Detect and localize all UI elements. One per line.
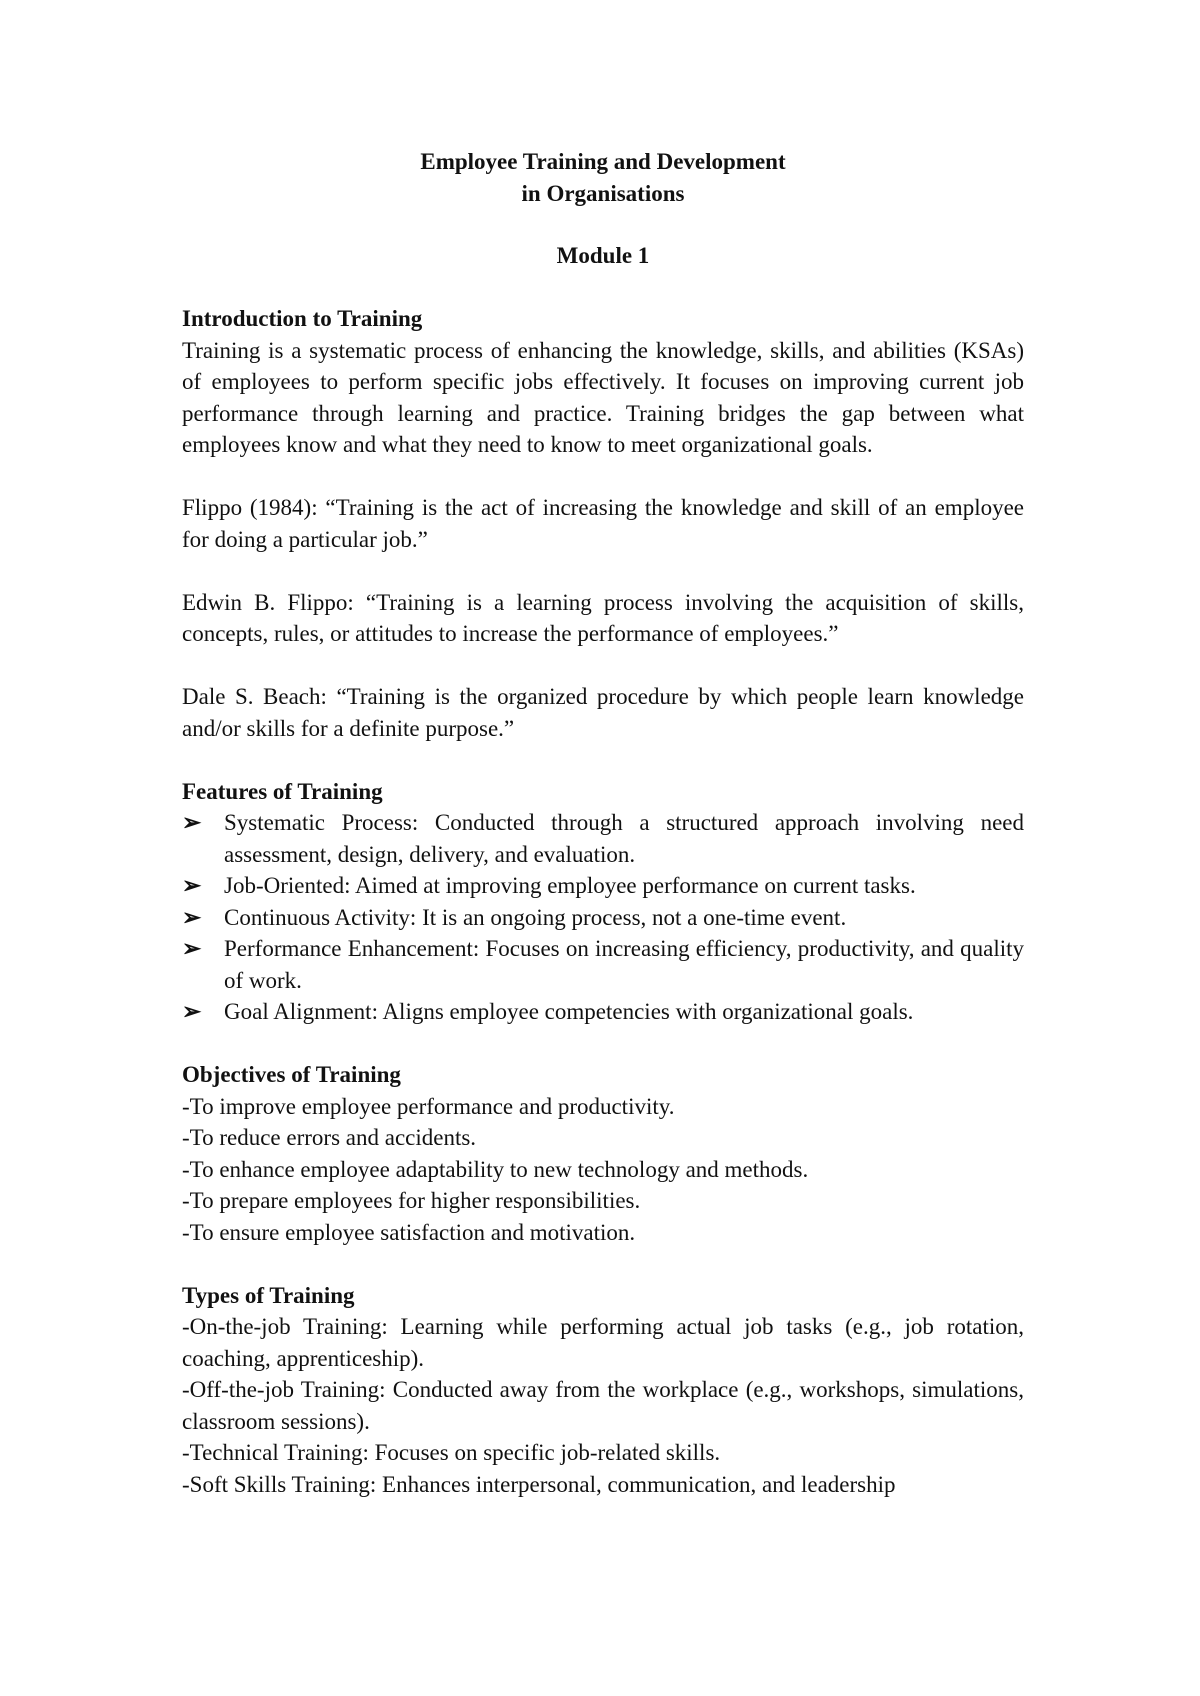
spacer: [182, 650, 1024, 682]
type-item: -Soft Skills Training: Enhances interpersonal, communication, and leadership: [182, 1471, 896, 1497]
intro-heading: Introduction to Training: [182, 306, 423, 331]
page-content: [182, 146, 1024, 1500]
spacer: [182, 1028, 1024, 1060]
arrow-bullet-icon: ➢: [182, 810, 202, 835]
document-title-line-2: in Organisations: [521, 180, 685, 206]
type-item: -Off-the-job Training: Conducted away from the workplace (e.g., workshops, simulations, classroom sessions).: [182, 1377, 1024, 1434]
objective-item: -To reduce errors and accidents.: [182, 1125, 477, 1150]
objective-item: -To prepare employees for higher responsibilities.: [182, 1188, 641, 1213]
definition-flippo-1984: Flippo (1984): “Training is the act of increasing the knowledge and skill of an employee for doing a particular job.”: [182, 495, 1024, 552]
type-item: -On-the-job Training: Learning while performing actual job tasks (e.g., job rotation, coaching, apprenticeship).: [182, 1314, 1024, 1371]
features-list: [182, 807, 1024, 1028]
objective-item: -To enhance employee adaptability to new technology and methods.: [182, 1156, 809, 1182]
spacer: [182, 555, 1024, 587]
definition-edwin-flippo: Edwin B. Flippo: “Training is a learning process involving the acquisition of skills, concepts, rules, or attitudes to increase the performance of employees.”: [182, 589, 1024, 646]
feature-text: Goal Alignment: Aligns employee competencies with organizational goals.: [224, 999, 914, 1024]
document-title-line-1: Employee Training and Development: [420, 149, 786, 174]
types-heading: Types of Training: [182, 1282, 355, 1308]
type-item: -Technical Training: Focuses on specific job-related skills.: [182, 1440, 721, 1465]
feature-item: [182, 996, 1024, 1028]
module-label: Module 1: [556, 243, 650, 268]
arrow-bullet-icon: ➢: [182, 999, 202, 1024]
feature-text: Continuous Activity: It is an ongoing process, not a one-time event.: [224, 904, 847, 930]
feature-text: Systematic Process: Conducted through a structured approach involving need assessment, design, delivery, and evaluation.: [224, 810, 1024, 867]
feature-item: [182, 807, 1024, 870]
objective-item: -To ensure employee satisfaction and motivation.: [182, 1219, 636, 1245]
objectives-heading: Objectives of Training: [182, 1062, 401, 1087]
spacer: [182, 272, 1024, 304]
feature-text: Performance Enhancement: Focuses on increasing efficiency, productivity, and quality of work.: [224, 936, 1024, 993]
definition-dale-beach: Dale S. Beach: “Training is the organized procedure by which people learn knowledge and/or skills for a definite purpose.”: [182, 684, 1024, 741]
spacer: [182, 461, 1024, 493]
arrow-bullet-icon: ➢: [182, 873, 202, 898]
feature-text: Job-Oriented: Aimed at improving employee performance on current tasks.: [224, 873, 916, 898]
objective-item: -To improve employee performance and productivity.: [182, 1093, 675, 1119]
spacer: [182, 1248, 1024, 1280]
features-heading: Features of Training: [182, 778, 383, 804]
feature-item: [182, 933, 1024, 996]
intro-paragraph: Training is a systematic process of enhancing the knowledge, skills, and abilities (KSAs) of employees to perform specific jobs effectively. It focuses on improving current job performance through learning and practice. Training bridges the gap between what employees know and what they need to know to meet organizational goals.: [182, 337, 1024, 457]
feature-item: [182, 902, 1024, 934]
arrow-bullet-icon: ➢: [182, 936, 202, 961]
feature-item: [182, 870, 1024, 902]
arrow-bullet-icon: ➢: [182, 904, 202, 930]
spacer: [182, 744, 1024, 776]
